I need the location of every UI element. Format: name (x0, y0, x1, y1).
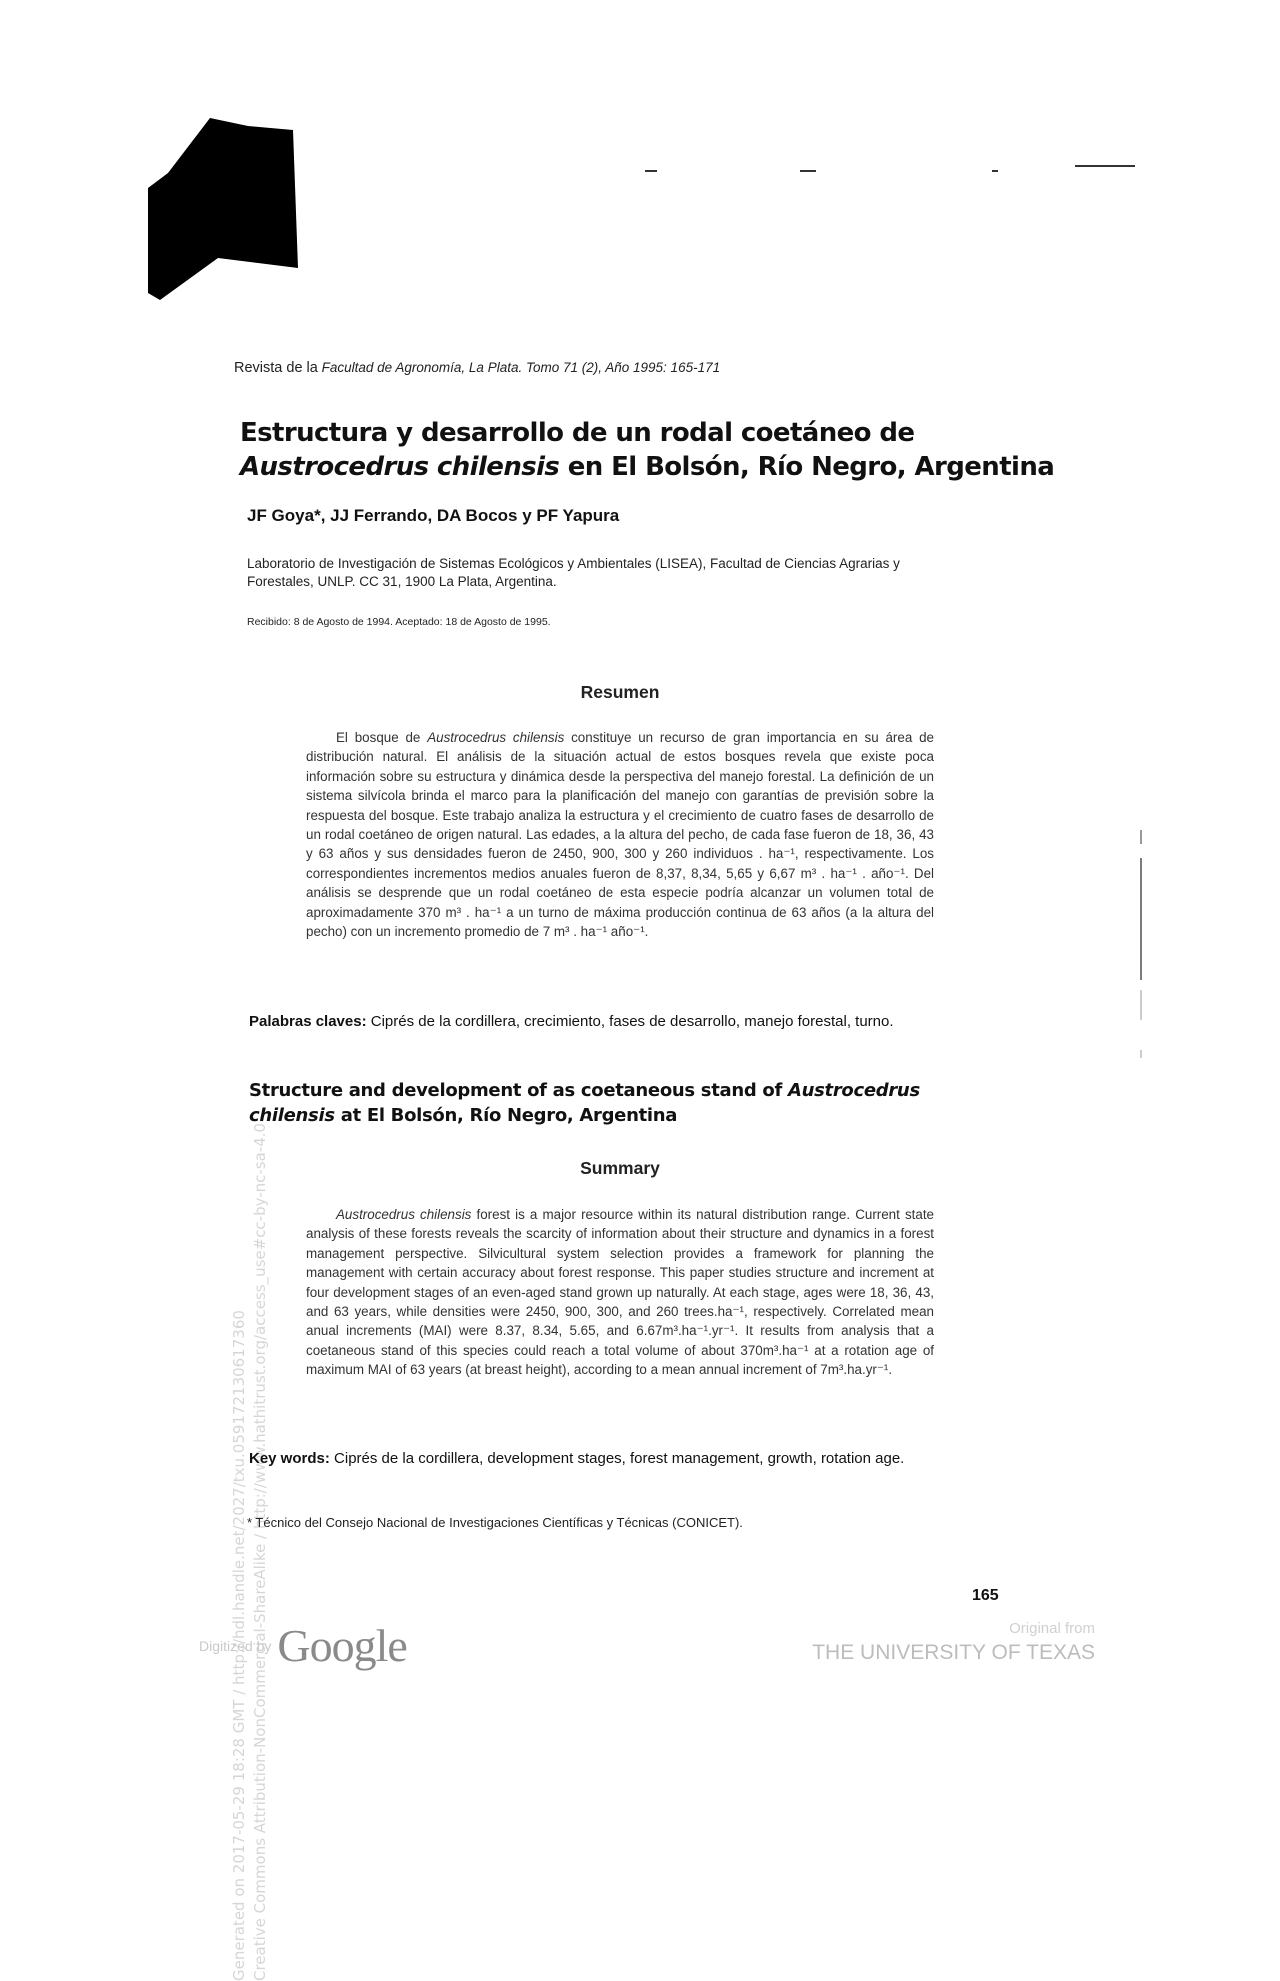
scan-black-blot (148, 118, 298, 300)
digitized-label: Digitized by (199, 1638, 272, 1654)
summary-body (306, 1205, 934, 1380)
resumen-text: constituye un recurso de gran importancia en su área de distribución natural. El análisis de la situación actual de estos bosques revela que existe poca información sobre su estructura y dinámica desde la perspectiva del manejo forestal. La definición de un sistema silvícola brinda el marco para la planificación del manejo con garantías de previsión sobre la respuesta del bosque. Este trabajo analiza la estructura y el crecimiento de cuatro fases de desarrollo de un rodal coetáneo de origen natural. Las edades, a la altura del pecho, de cada fase fueron de 18, 36, 43 y 63 años y sus densidades fueron de 2450, 900, 300 y 260 individuos . ha⁻¹, respectivamente. Los correspondientes incrementos medios anuales fueron de 8,37, 8,34, 5,65 y 6,67 m³ . ha⁻¹ . año⁻¹. Del análisis se desprende que un rodal coetáneo de esta especie podría alcanzar un volumen total de aproximadamente 370 m³ . ha⁻¹ a un turno de máxima producción continua de 63 años (a la altura del pecho) con un incremento promedio de 7 m³ . ha⁻¹ año⁻¹. (306, 730, 934, 940)
digitized-by-google (199, 1619, 407, 1672)
summary-heading: Summary (580, 1158, 660, 1178)
key-words-label: Key words: (249, 1450, 330, 1467)
original-source (795, 1620, 1095, 1665)
english-title-part1: Structure and development of as coetaneous stand of (249, 1080, 788, 1101)
watermark-line-generated: Generated on 2017-05-29 18:28 GMT / http://hdl.handle.net/2027/txu.059172130617360 (230, 1310, 248, 1981)
title-line-1: Estructura y desarrollo de un rodal coetáneo de (240, 418, 915, 448)
resumen-intro: El bosque de (336, 730, 428, 745)
key-words (249, 1448, 939, 1470)
google-logo: Google (277, 1620, 407, 1671)
english-title (249, 1078, 949, 1128)
journal-reference (234, 360, 720, 376)
resumen-species: Austrocedrus chilensis (427, 730, 565, 745)
margin-scan-marks (1138, 830, 1144, 1060)
summary-text: forest is a major resource within its natural distribution range. Current state analysis of these forests reveals the scarcity of information about their structure and dynamics in a forest management perspective. Silvicultural system selection provides a framework for planning the management with certain accuracy about forest response. This paper studies structure and increment at four development stages of an even-aged stand grown up naturally. At each stage, ages were 18, 36, 43, and 63 years, while densities were 2450, 900, 300, and 260 trees.ha⁻¹, respectively. Correlated mean anual increments (MAI) were 8.37, 8.34, 5.65, and 6.67m³.ha⁻¹.yr⁻¹. It results from analysis that a coetaneous stand of this species could reach a total volume of about 370m³.ha⁻¹ at a rotation age of maximum MAI of 63 years (at breast height), according to a mean annual increment of 7m³.ha.yr⁻¹. (306, 1207, 934, 1378)
title-line-2 (240, 450, 1060, 484)
scan-dash-mark (992, 170, 998, 172)
received-accepted-dates: Recibido: 8 de Agosto de 1994. Aceptado: 18 de Agosto de 1995. (247, 616, 551, 628)
key-words-text: Ciprés de la cordillera, development stages, forest management, growth, rotation age. (329, 1450, 905, 1467)
source-institution: THE UNIVERSITY OF TEXAS (812, 1641, 1095, 1664)
scan-dash-mark (645, 170, 657, 172)
english-title-species-2: chilensis (249, 1105, 335, 1126)
english-title-part2: at El Bolsón, Río Negro, Argentina (334, 1105, 678, 1126)
scan-dash-mark (1075, 165, 1135, 167)
scan-dash-mark (800, 170, 816, 172)
resumen-body (306, 728, 934, 941)
palabras-claves-label: Palabras claves: (249, 1013, 367, 1030)
title-species: Austrocedrus chilensis (240, 452, 560, 482)
resumen-heading: Resumen (580, 682, 660, 702)
palabras-claves-text: Ciprés de la cordillera, crecimiento, fases de desarrollo, manejo forestal, turno. (366, 1013, 894, 1030)
english-title-species-1: Austrocedrus (787, 1080, 920, 1101)
palabras-claves (249, 1011, 1009, 1033)
summary-species: Austrocedrus chilensis (336, 1207, 472, 1222)
author-footnote: * Técnico del Consejo Nacional de Investigaciones Científicas y Técnicas (CONICET). (247, 1515, 743, 1530)
title-location: en El Bolsón, Río Negro, Argentina (559, 452, 1055, 482)
article-title (240, 416, 1060, 484)
authors: JF Goya*, JJ Ferrando, DA Bocos y PF Yapura (247, 506, 620, 525)
journal-prefix: Revista de la (234, 360, 318, 376)
page-number: 165 (972, 1587, 999, 1604)
journal-name: Facultad de Agronomía, La Plata. Tomo 71 (2), Año 1995: 165-171 (321, 360, 721, 375)
watermark-line-license: Creative Commons Attribution-NonCommercial-ShareAlike / http://www.hathitrust.org/access_use#cc-by-nc-sa-4.0 (251, 1122, 269, 1981)
hathitrust-watermark (229, 661, 271, 1981)
original-from-label: Original from (1009, 1620, 1095, 1637)
affiliation: Laboratorio de Investigación de Sistemas Ecológicos y Ambientales (LISEA), Facultad de Ciencias Agrarias y Forestales, UNLP. CC 31, 1900 La Plata, Argentina. (247, 556, 900, 589)
